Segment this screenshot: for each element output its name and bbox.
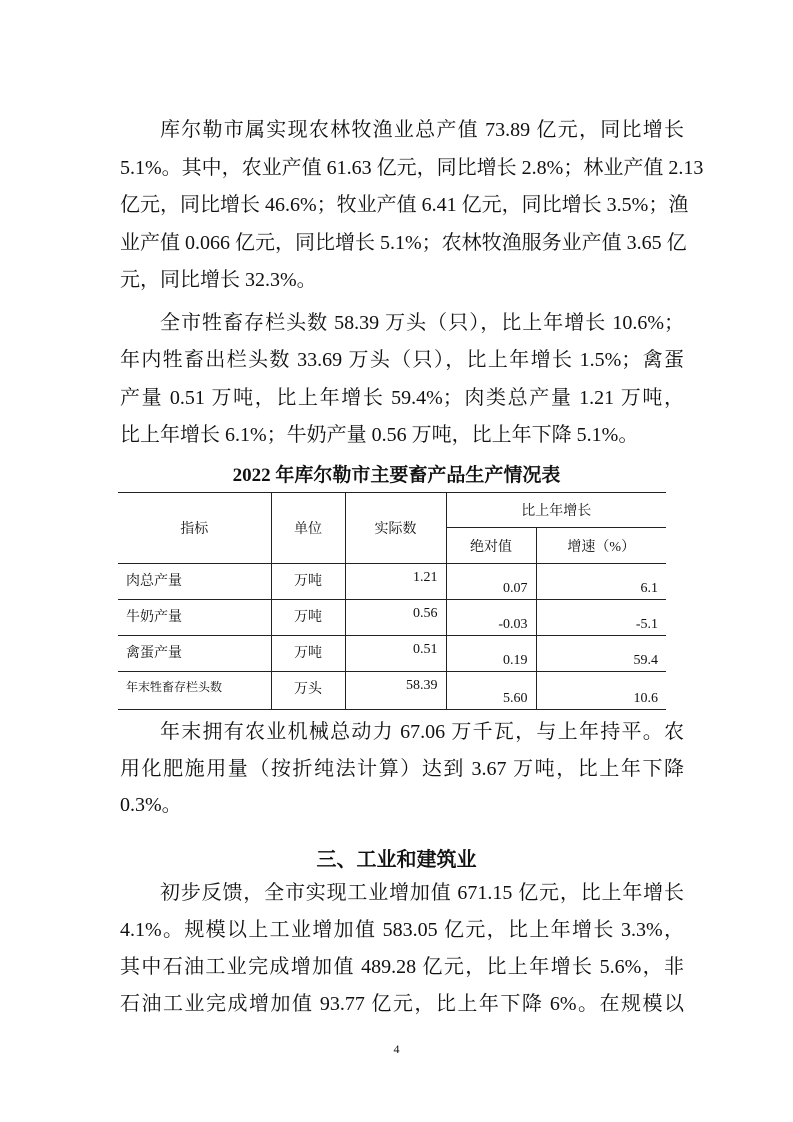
text-line: 4.1%。规模以上工业增加值 583.05 亿元，比上年增长 3.3%，	[120, 919, 684, 941]
text-line: 0.3%。	[120, 794, 182, 816]
cell-actual: 0.56	[345, 600, 446, 636]
cell-absolute: -0.03	[446, 600, 536, 636]
cell-unit: 万吨	[271, 600, 345, 636]
text-line: 库尔勒市属实现农林牧渔业总产值 73.89 亿元，同比增长	[160, 119, 684, 141]
cell-rate: -5.1	[536, 600, 666, 636]
cell-actual: 58.39	[345, 672, 446, 710]
text-line: 全市牲畜存栏头数 58.39 万头（只），比上年增长 10.6%；	[160, 312, 684, 334]
text-line: 年内牲畜出栏头数 33.69 万头（只），比上年增长 1.5%；禽蛋	[120, 349, 684, 371]
cell-indicator: 肉总产量	[118, 564, 271, 600]
text-line: 产量 0.51 万吨，比上年增长 59.4%；肉类总产量 1.21 万吨，	[120, 387, 684, 409]
header-growth: 比上年增长	[446, 493, 666, 528]
table-row	[118, 600, 666, 636]
text-line: 用化肥施用量（按折纯法计算）达到 3.67 万吨，比上年下降	[120, 758, 684, 780]
text-line: 其中石油工业完成增加值 489.28 亿元，比上年增长 5.6%，非	[120, 956, 684, 978]
cell-rate: 10.6	[536, 672, 666, 710]
table-title: 2022 年库尔勒市主要畜产品生产情况表	[232, 465, 561, 486]
header-rate: 增速（%）	[536, 528, 666, 564]
text-line: 初步反馈，全市实现工业增加值 671.15 亿元，比上年增长	[160, 882, 684, 904]
cell-absolute: 5.60	[446, 672, 536, 710]
livestock-products-table	[118, 492, 666, 710]
cell-indicator: 禽蛋产量	[118, 636, 271, 672]
text-line: 石油工业完成增加值 93.77 亿元，比上年下降 6%。在规模以	[120, 993, 684, 1015]
table-row	[118, 636, 666, 672]
text-line: 年末拥有农业机械总动力 67.06 万千瓦，与上年持平。农	[160, 721, 684, 743]
cell-absolute: 0.19	[446, 636, 536, 672]
text-line: 业产值 0.066 亿元，同比增长 5.1%；农林牧渔服务业产值 3.65 亿	[120, 232, 687, 254]
cell-actual: 0.51	[345, 636, 446, 672]
text-line: 元，同比增长 32.3%。	[120, 269, 317, 291]
header-actual: 实际数	[345, 493, 446, 564]
header-absolute: 绝对值	[446, 528, 536, 564]
cell-unit: 万头	[271, 672, 345, 710]
cell-indicator: 年末牲畜存栏头数	[118, 672, 271, 710]
section-heading: 三、工业和建筑业	[316, 847, 477, 871]
cell-indicator: 牛奶产量	[118, 600, 271, 636]
cell-unit: 万吨	[271, 636, 345, 672]
text-line: 亿元，同比增长 46.6%；牧业产值 6.41 亿元，同比增长 3.5%；渔	[120, 194, 689, 216]
cell-rate: 59.4	[536, 636, 666, 672]
header-unit: 单位	[271, 493, 345, 564]
text-line: 比上年增长 6.1%；牛奶产量 0.56 万吨，比上年下降 5.1%。	[120, 424, 639, 446]
header-indicator: 指标	[118, 493, 271, 564]
text-line: 5.1%。其中，农业产值 61.63 亿元，同比增长 2.8%；林业产值 2.13	[120, 157, 704, 179]
cell-unit: 万吨	[271, 564, 345, 600]
cell-actual: 1.21	[345, 564, 446, 600]
cell-absolute: 0.07	[446, 564, 536, 600]
table-row	[118, 564, 666, 600]
page-number: 4	[393, 1042, 400, 1056]
cell-rate: 6.1	[536, 564, 666, 600]
table-row	[118, 672, 666, 710]
